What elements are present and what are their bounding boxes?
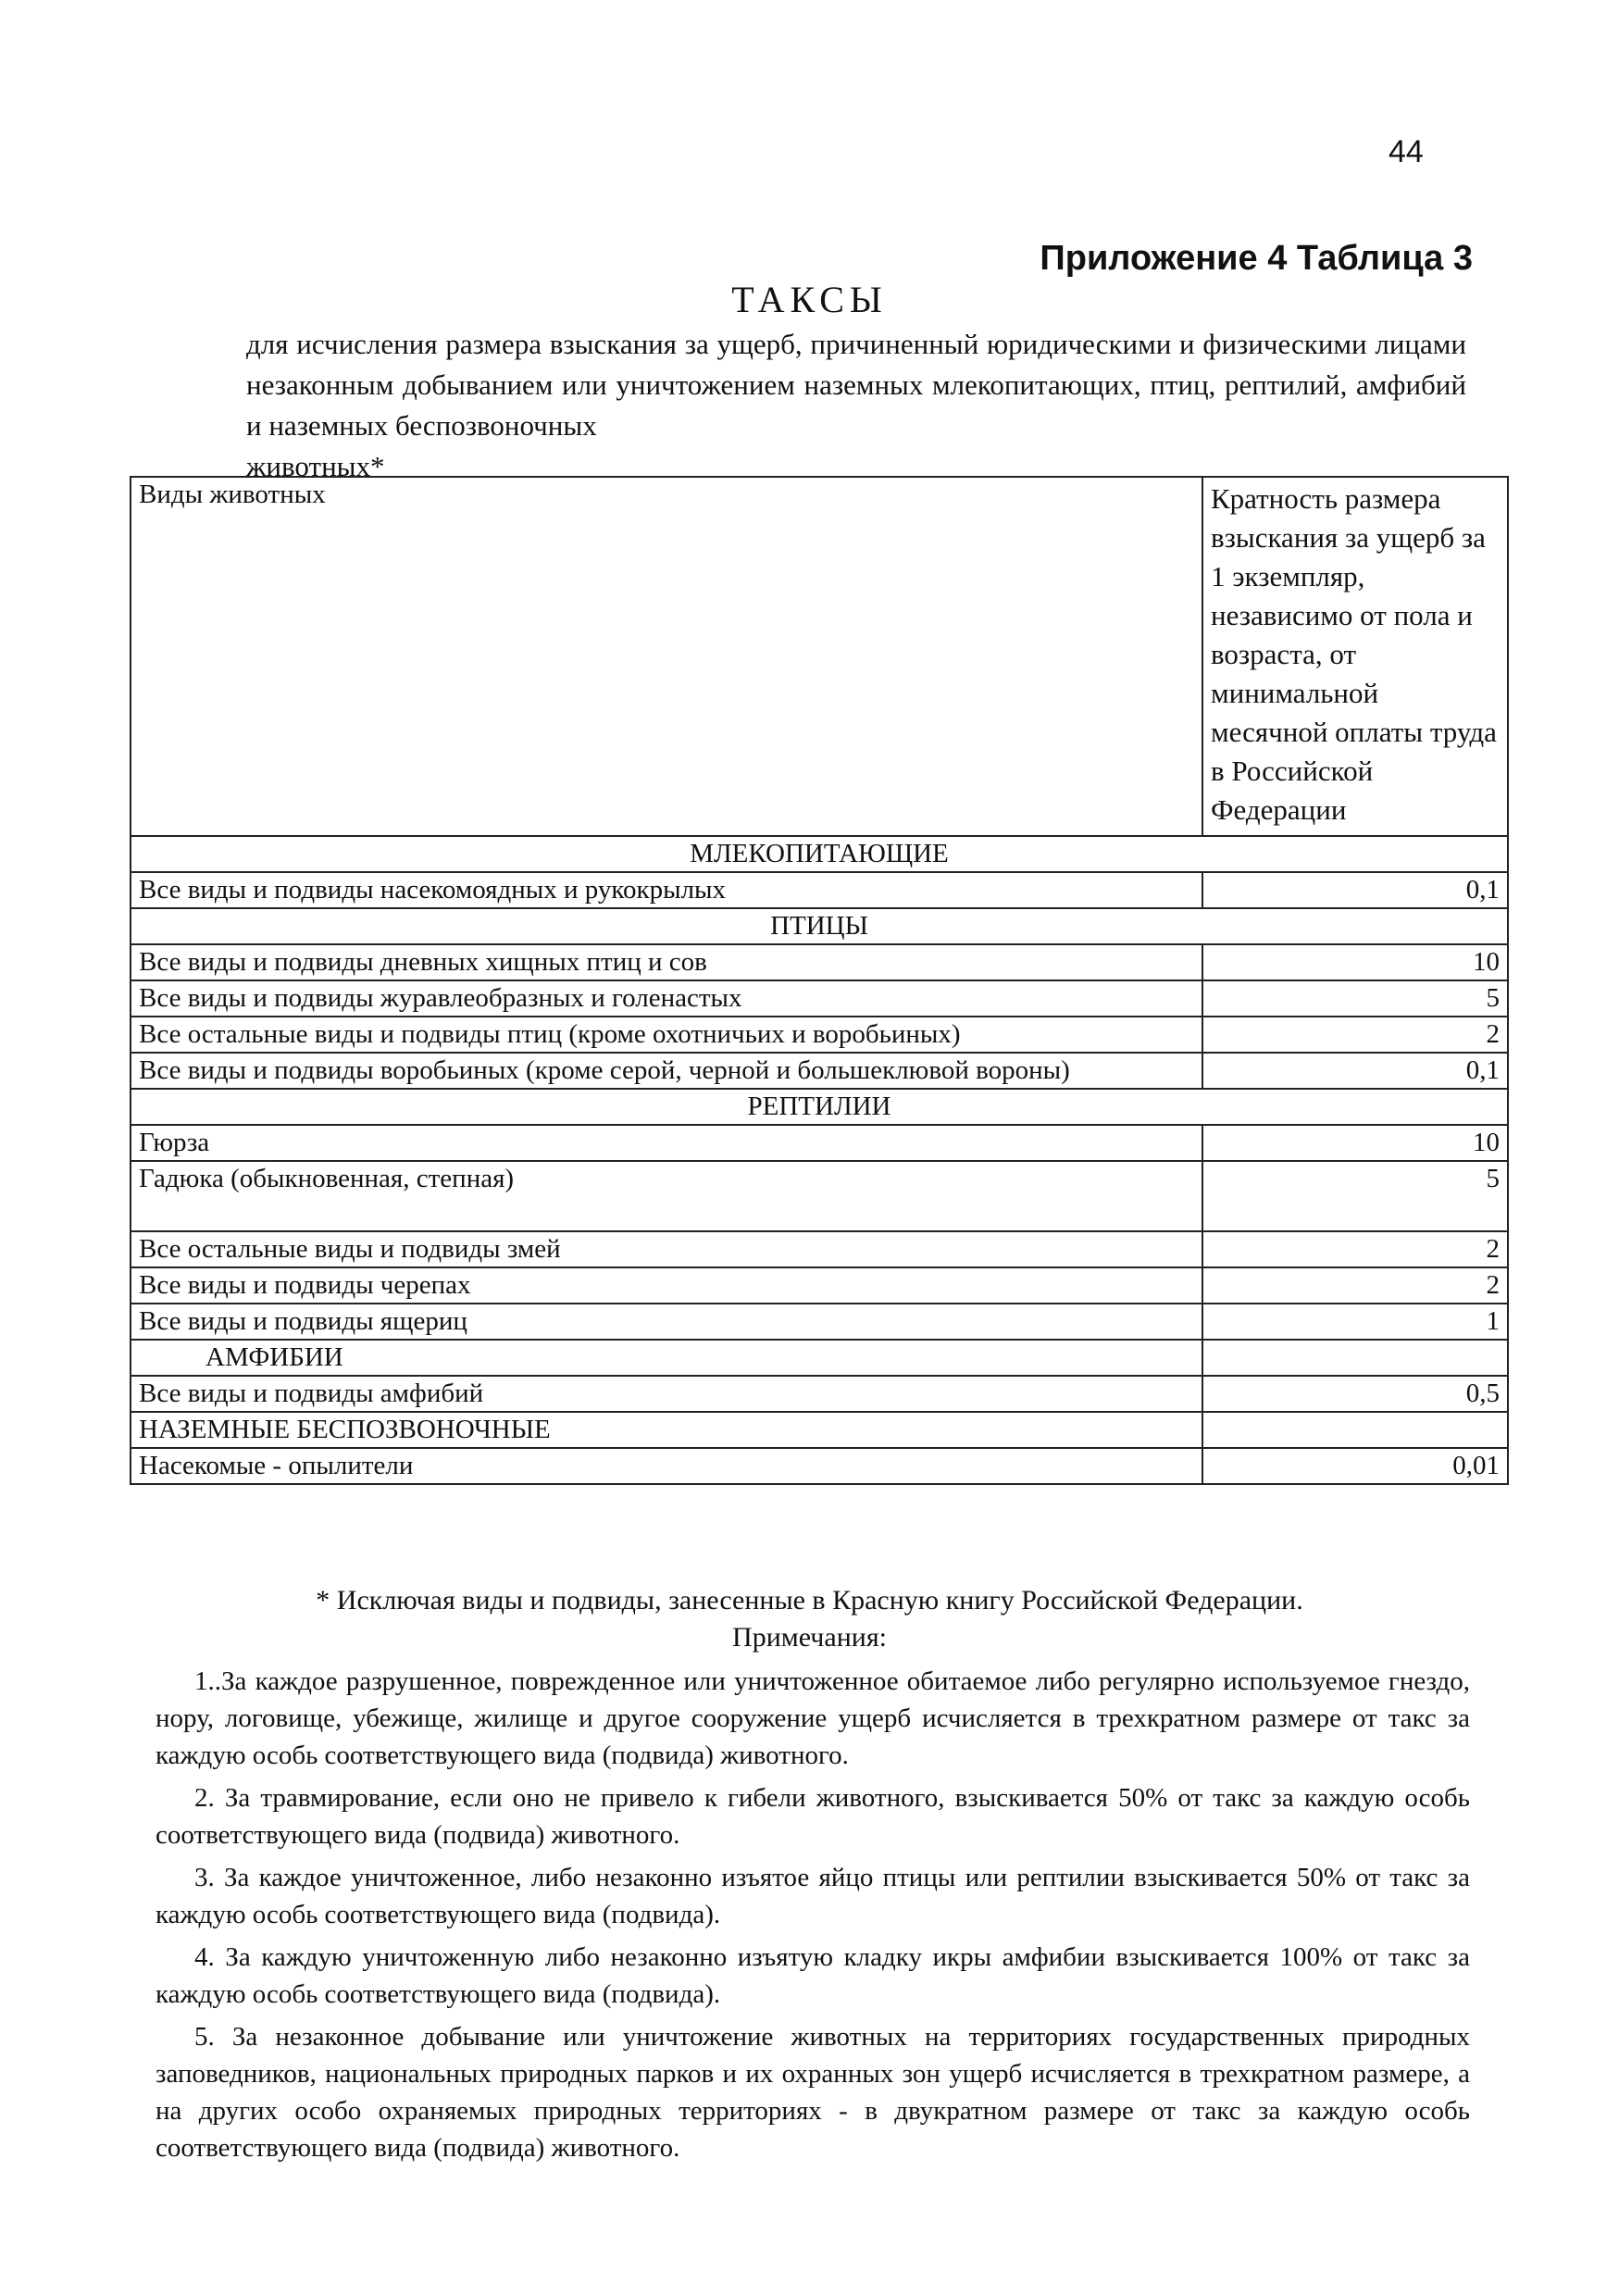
header-species: Виды животных <box>131 477 1202 836</box>
note-item: 3. За каждое уничтоженное, либо незаконно изъятое яйцо птицы или рептилии взыскивается 50% от такс за каждую особь соответствующего вида (подвида). <box>156 1863 1470 1929</box>
table-row <box>131 944 1508 980</box>
page-number: 44 <box>1389 134 1424 169</box>
species-name: Все виды и подвиды журавлеобразных и голенастых <box>131 980 1202 1017</box>
section-row <box>131 1412 1508 1448</box>
tax-table <box>130 476 1509 1485</box>
section-birds: ПТИЦЫ <box>131 908 1508 944</box>
header-multiplier: Кратность размера взыскания за ущерб за 1 экземпляр, независимо от пола и возраста, от минимальной месячной оплаты труда в Российской Федерации <box>1202 477 1508 836</box>
section-row <box>131 836 1508 872</box>
multiplier-value: 5 <box>1202 980 1508 1017</box>
table-row <box>131 1376 1508 1412</box>
multiplier-value: 10 <box>1202 944 1508 980</box>
species-name: Все виды и подвиды воробьиных (кроме серой, черной и большеклювой вороны) <box>131 1053 1202 1089</box>
notes-list <box>156 1663 1470 2172</box>
table-row <box>131 980 1508 1017</box>
multiplier-value: 2 <box>1202 1267 1508 1304</box>
note-item: 4. За каждую уничтоженную либо незаконно изъятую кладку икры амфибии взыскивается 100% от такс за каждую особь соответствующего вида (подвида). <box>156 1942 1470 2009</box>
empty-cell <box>1202 1412 1508 1448</box>
empty-cell <box>1202 1340 1508 1376</box>
species-name: Насекомые - опылители <box>131 1448 1202 1484</box>
multiplier-value: 0,5 <box>1202 1376 1508 1412</box>
section-amphibians <box>131 1340 1202 1376</box>
multiplier-value: 0,1 <box>1202 872 1508 908</box>
species-name: Все остальные виды и подвиды змей <box>131 1231 1202 1267</box>
multiplier-value: 2 <box>1202 1231 1508 1267</box>
notes-title: Примечания: <box>732 1622 887 1653</box>
species-name: Все остальные виды и подвиды птиц (кроме охотничьих и воробьиных) <box>131 1017 1202 1053</box>
table-row <box>131 1053 1508 1089</box>
footnote: * Исключая виды и подвиды, занесенные в Красную книгу Российской Федерации. <box>316 1585 1303 1616</box>
document-subtitle <box>246 324 1466 487</box>
multiplier-value: 0,1 <box>1202 1053 1508 1089</box>
table-row <box>131 1448 1508 1484</box>
section-mammals: МЛЕКОПИТАЮЩИЕ <box>131 836 1508 872</box>
multiplier-value: 10 <box>1202 1125 1508 1161</box>
table-row <box>131 1161 1508 1231</box>
section-row <box>131 1340 1508 1376</box>
multiplier-value: 5 <box>1202 1161 1508 1231</box>
section-reptiles: РЕПТИЛИИ <box>131 1089 1508 1125</box>
species-name: Все виды и подвиды ящериц <box>131 1304 1202 1340</box>
species-name: Все виды и подвиды дневных хищных птиц и сов <box>131 944 1202 980</box>
table-row <box>131 1017 1508 1053</box>
section-row <box>131 908 1508 944</box>
subtitle-end: животных* <box>246 450 385 482</box>
appendix-label: Приложение 4 Таблица 3 <box>1040 239 1473 278</box>
subtitle-text: для исчисления размера взыскания за ущерб, причиненный юридическими и физическими лицами незаконным добыванием или уничтожением наземных млекопитающих, птиц, рептилий, амфибий и наземных беспозвоночных <box>246 328 1466 442</box>
section-amphibians-label: АМФИБИИ <box>205 1342 343 1372</box>
table-row <box>131 1267 1508 1304</box>
species-name: Все виды и подвиды черепах <box>131 1267 1202 1304</box>
section-row <box>131 1089 1508 1125</box>
multiplier-value: 2 <box>1202 1017 1508 1053</box>
species-name: Все виды и подвиды амфибий <box>131 1376 1202 1412</box>
document-title: ТАКСЫ <box>731 279 888 320</box>
table-row <box>131 1231 1508 1267</box>
section-invertebrates: НАЗЕМНЫЕ БЕСПОЗВОНОЧНЫЕ <box>131 1412 1202 1448</box>
multiplier-value: 0,01 <box>1202 1448 1508 1484</box>
table-row <box>131 1304 1508 1340</box>
table-row <box>131 1125 1508 1161</box>
table-header-row <box>131 477 1508 836</box>
note-item: 5. За незаконное добывание или уничтожение животных на территориях государственных природных заповедников, национальных природных парков и их охранных зон ущерб исчисляется в трехкратном размере, а на других особо охраняемых природных территориях - в двукратном размере от такс за каждую особь соответствующего вида (подвида) животного. <box>156 2022 1470 2163</box>
note-item: 1..За каждое разрушенное, поврежденное или уничтоженное обитаемое либо регулярно используемое гнездо, нору, логовище, убежище, жилище и другое сооружение ущерб исчисляется в трехкратном размере от такс за каждую особь соответствующего вида (подвида) животного. <box>156 1666 1470 1770</box>
species-name: Все виды и подвиды насекомоядных и рукокрылых <box>131 872 1202 908</box>
species-name: Гюрза <box>131 1125 1202 1161</box>
species-name: Гадюка (обыкновенная, степная) <box>131 1161 1202 1231</box>
note-item: 2. За травмирование, если оно не привело к гибели животного, взыскивается 50% от такс за каждую особь соответствующего вида (подвида) животного. <box>156 1783 1470 1850</box>
multiplier-value: 1 <box>1202 1304 1508 1340</box>
table-row <box>131 872 1508 908</box>
